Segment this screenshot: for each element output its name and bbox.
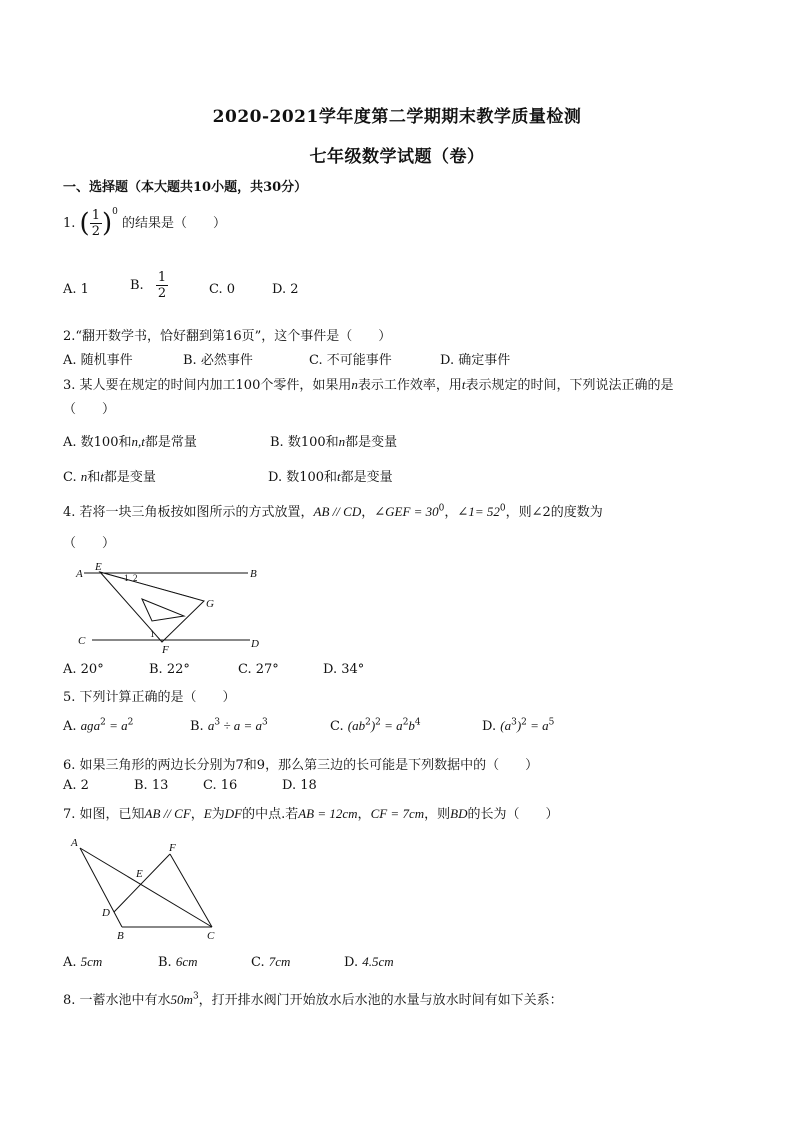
question-3: 3. 某人要在规定的时间内加工100个零件，如果用n表示工作效率，用t表示规定的时间，下列说法正确的是	[63, 377, 674, 393]
option-b: B. 数100和n都是变量	[270, 434, 398, 450]
label-b: B	[117, 930, 124, 942]
label-c: C	[78, 635, 86, 647]
triangle-edge	[100, 572, 194, 598]
label-g: G	[206, 598, 214, 610]
right-paren: )	[101, 208, 113, 239]
option-a: A. 20°	[63, 662, 104, 677]
option-a: A. 1	[63, 282, 89, 297]
line-ab	[80, 848, 122, 927]
option-d: D. 确定事件	[440, 353, 511, 368]
option-d: D. 34°	[323, 662, 365, 677]
label-d: D	[102, 907, 110, 919]
question-number: 1.	[63, 216, 76, 231]
question-3-bracket: （ ）	[63, 402, 116, 417]
label-a: A	[71, 837, 78, 849]
option-c: C. n和t都是变量	[63, 469, 156, 485]
line-fd	[114, 854, 170, 912]
option-a: A. 数100和n,t都是常量	[63, 434, 197, 450]
option-a: A. aɡa$^2$ = $a^2$	[63, 717, 134, 734]
question-5: 5. 下列计算正确的是（ ）	[63, 690, 236, 705]
option-d: D. 18	[282, 778, 317, 793]
option-d: D. $(a^3)^2 = a^5$	[482, 717, 555, 734]
option-b: B. $a^3 \div a = a^3$	[190, 717, 268, 734]
line-fc	[170, 854, 212, 927]
label-b: B	[250, 568, 257, 580]
option-b: B. 13	[134, 778, 169, 793]
parallel-triangle-figure	[66, 832, 226, 944]
section-heading: 一、选择题（本大题共10小题，共30分）	[63, 180, 308, 195]
label-angle-1-bottom: 1	[150, 629, 155, 639]
label-e: E	[95, 561, 102, 573]
question-stem: 的结果是（ ）	[122, 216, 227, 231]
question-4: 4. 若将一块三角板按如图所示的方式放置，AB // CD，∠GEF = $30^0$，∠1= $52^0$，则∠2的度数为	[63, 503, 603, 520]
option-c: C. $(ab^2)^2 = a^2b^4$	[330, 717, 421, 734]
label-c: C	[207, 930, 215, 942]
label-f: F	[162, 644, 169, 656]
question-4-bracket: （ ）	[63, 536, 116, 551]
question-1	[63, 208, 226, 239]
option-a: A. 随机事件	[63, 353, 133, 368]
label-e: E	[136, 868, 143, 880]
label-angle-2: 2	[133, 573, 138, 583]
label-f: F	[169, 842, 176, 854]
option-a: A. 5cm	[63, 954, 103, 970]
question-7: 7. 如图，已知AB // CF，E为DF的中点.若AB = 12cm，CF = 7cm，则BD的长为（ ）	[63, 806, 559, 822]
exam-subtitle: 七年级数学试题（卷）	[309, 147, 485, 167]
label-a: A	[76, 568, 83, 580]
option-c: C. 不可能事件	[309, 353, 392, 368]
option-b: B. 22°	[149, 662, 190, 677]
line-ac	[80, 848, 212, 927]
triangle-inner	[142, 599, 184, 621]
option-c: C. 0	[209, 282, 236, 297]
question-2: 2.“翻开数学书，恰好翻到第16页”，这个事件是（ ）	[63, 329, 392, 344]
option-d: D. 数100和t都是变量	[268, 469, 393, 485]
exponent: 0	[112, 206, 118, 217]
question-6: 6. 如果三角形的两边长分别为7和9，那么第三边的长可能是下列数据中的（ ）	[63, 758, 539, 773]
fraction: $\frac{1}{2}$	[91, 208, 100, 239]
option-b: B. 必然事件	[183, 353, 253, 368]
label-angle-1: 1	[124, 573, 129, 583]
option-c: C. 16	[203, 778, 238, 793]
option-d: D. 2	[272, 282, 299, 297]
option-c: C. 7cm	[251, 954, 291, 970]
left-paren: (	[79, 208, 90, 239]
option-b: B. $\frac{1}{2}$	[130, 270, 167, 301]
option-c: C. 27°	[238, 662, 279, 677]
option-b: B. 6cm	[158, 954, 198, 970]
question-8: 8. 一蓄水池中有水$50m^3$，打开排水阀门开始放水后水池的水量与放水时间有如下关系：	[63, 991, 563, 1008]
option-a: A. 2	[63, 778, 89, 793]
option-d: D. 4.5cm	[344, 954, 394, 970]
exam-title: 2020-2021学年度第二学期期末教学质量检测	[212, 107, 582, 127]
triangle-ruler-figure	[70, 556, 270, 656]
label-d: D	[251, 638, 259, 650]
